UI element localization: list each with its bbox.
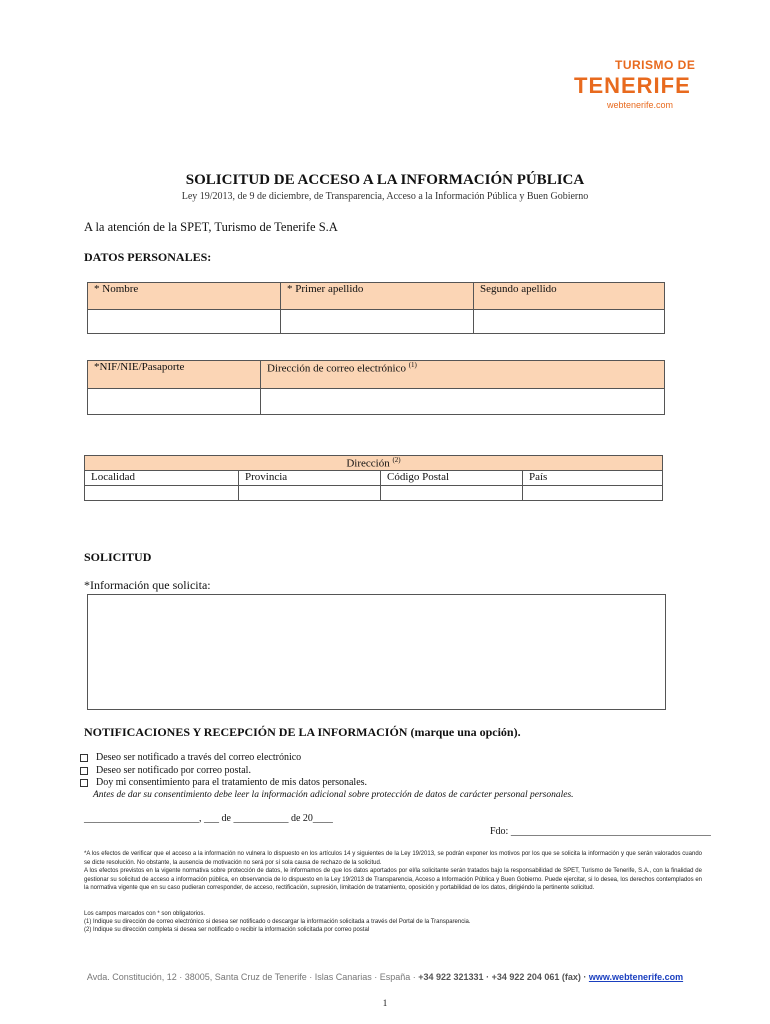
solicitud-label: *Información que solicita: — [84, 578, 211, 592]
primer-apellido-field[interactable] — [281, 310, 474, 334]
checkbox-icon[interactable] — [80, 779, 88, 787]
nombre-header: * Nombre — [88, 283, 281, 310]
required-fields-note: Los campos marcados con * son obligatorios. — [84, 911, 206, 917]
option-email[interactable]: Deseo ser notificado a través del correo electrónico — [80, 752, 301, 763]
checkbox-icon[interactable] — [80, 754, 88, 762]
nombre-field[interactable] — [88, 310, 281, 334]
information-request-textarea[interactable] — [87, 594, 666, 710]
footnote-2: (2) Indique su dirección completa si desea ser notificado o recibir la información solicitada por correo postal — [84, 927, 370, 933]
document-title: SOLICITUD DE ACCESO A LA INFORMACIÓN PÚBLICA — [185, 172, 585, 188]
provincia-header: Provincia — [239, 471, 381, 486]
direccion-header: Dirección $^{(2)}$ — [85, 456, 663, 471]
page-number: 1 — [382, 998, 388, 1008]
attention-line: A la atención de la SPET, Turismo de Tenerife S.A — [84, 220, 338, 234]
option-postal[interactable]: Deseo ser notificado por correo postal. — [80, 765, 251, 776]
primer-apellido-header: * Primer apellido — [281, 283, 474, 310]
document-subtitle: Ley 19/2013, de 9 de diciembre, de Transparencia, Acceso a la Información Pública y Buen Gobierno — [181, 191, 589, 202]
codigo-postal-field[interactable] — [381, 486, 523, 501]
email-header: Dirección de correo electrónico $^{(1)}$ — [261, 361, 665, 389]
provincia-field[interactable] — [239, 486, 381, 501]
logo-web-text: webtenerife.com — [607, 100, 674, 110]
legal-paragraph-1: *A los efectos de verificar que el acceso a la información no vulnera lo dispuesto en los artículos 14 y siguientes de la Ley 19/2013, se podrán exponer los motivos por los que se solicita la información y que serán valorados cuando se dicte resolución. No obstante, la ausencia de motivación no será por sí sola causa de rechazo de la solicitud. — [84, 851, 702, 866]
logo-main-text: TENERIFE — [574, 73, 691, 98]
footer-address: Avda. Constitución, 12 · 38005, Santa Cruz de Tenerife · Islas Canarias · España · — [86, 972, 419, 982]
nif-header: *NIF/NIE/Pasaporte — [88, 361, 261, 389]
footnote-1: (1) Indique su dirección de correo electrónico si desea ser notificado o descargar la información solicitada a través del Portal de la Transparencia. — [84, 919, 471, 925]
segundo-apellido-header: Segundo apellido — [474, 283, 665, 310]
names-table — [87, 282, 665, 334]
footer — [0, 972, 770, 982]
solicitud-heading: SOLICITUD — [84, 550, 152, 564]
consent-note: Antes de dar su consentimiento debe leer la información adicional sobre protección de datos de carácter personal personales. — [93, 790, 574, 800]
logo-top-text: TURISMO DE — [615, 58, 696, 72]
localidad-field[interactable] — [85, 486, 239, 501]
segundo-apellido-field[interactable] — [474, 310, 665, 334]
footer-phone: +34 922 321331 · +34 922 204 061 (fax) · — [418, 972, 589, 982]
legal-paragraph-2: A los efectos previstos en la vigente normativa sobre protección de datos, le informamos de que los datos aportados por el/la solicitante serán tratados bajo la responsabilidad de SPET, Turismo de Tenerife, S.A., con la finalidad de gestionar su solicitud de acceso a información pública, en observancia de lo dispuesto en la Ley 19/2013 de Transparencia, Acceso a Información Pública y Buen Gobierno. Puede ejercitar, si lo desea, los derechos contemplados en la normativa vigente que en su caso pudieran corresponder, de acceso, rectificación, supresión, limitación de tratamiento, oposición y portabilidad de los datos, dirigiéndo la pertinente solicitud. — [84, 868, 702, 892]
checkbox-icon[interactable] — [80, 767, 88, 775]
signature-line: Fdo: ________________________________________ — [490, 826, 711, 837]
email-field[interactable] — [261, 389, 665, 415]
pais-header: País — [523, 471, 663, 486]
option-consent[interactable]: Doy mi consentimiento para el tratamiento de mis datos personales. — [80, 777, 367, 788]
nif-field[interactable] — [88, 389, 261, 415]
localidad-header: Localidad — [85, 471, 239, 486]
notifications-heading: NOTIFICACIONES Y RECEPCIÓN DE LA INFORMACIÓN (marque una opción). — [84, 725, 521, 739]
pais-field[interactable] — [523, 486, 663, 501]
date-line: _______________________, ___ de ___________ de 20____ — [84, 813, 333, 824]
footer-web-link[interactable]: www.webtenerife.com — [588, 972, 684, 982]
codigo-postal-header: Código Postal — [381, 471, 523, 486]
personal-data-heading: DATOS PERSONALES: — [84, 250, 212, 264]
address-table — [84, 455, 663, 501]
id-table — [87, 360, 665, 415]
